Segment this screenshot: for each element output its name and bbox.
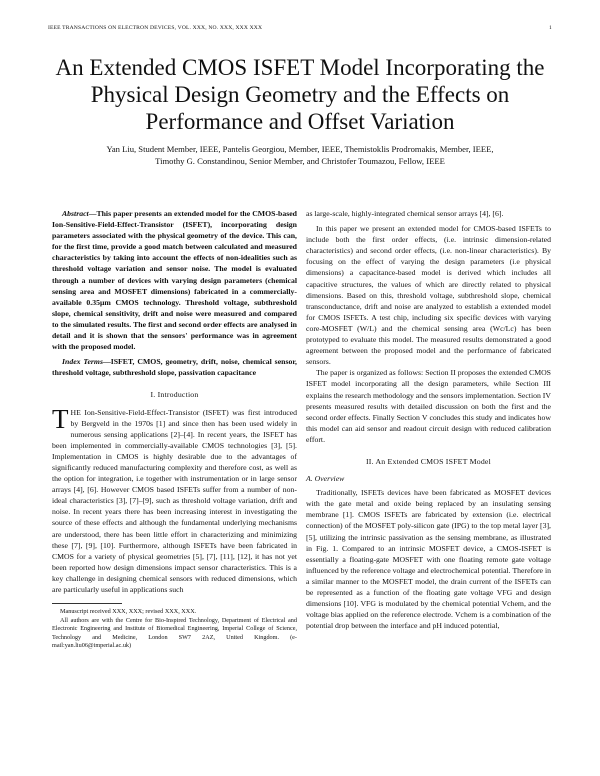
page-number: 1 <box>549 25 552 31</box>
abstract <box>52 208 297 352</box>
author-list <box>52 143 548 167</box>
introduction-paragraph-2: In this paper we present an extended model for CMOS-based ISFETs to include both the first order effects, (i.e. intrinsic dimension-related characteristics) and second order effects, (i.e. non-linear characteristics). By focusing on the effect of varying the design parameters (i.e physical dimensions) a capacitance-based model is derived which includes all capacitive structures, the values of which are directly related to physical dimensions. Based on this, threshold voltage, subthreshold slope, chemical transconductance, drift and noise are analyzed to establish a extended model for CMOS ISFETs. A test chip, including six specific devices with varying core-MOSFET (W/L) and the chemical sensing area (Wc/Lc) has been prototyped to evaluate this model. The measured results demonstrated a good agreement between the proposed model and the performance of fabricated sensors. <box>306 224 551 367</box>
author-line-2: Timothy G. Constandinou, Senior Member, and Christofer Toumazou, Fellow, IEEE <box>155 156 445 166</box>
author-line-1: Yan Liu, Student Member, IEEE, Pantelis Georgiou, Member, IEEE, Themistoklis Prodromakis, Member, IEEE, <box>106 144 494 154</box>
paper-title: An Extended CMOS ISFET Model Incorporating the Physical Design Geometry and the Effects on Performance and Offset Variation <box>55 55 545 134</box>
section-heading-model: II. An Extended CMOS ISFET Model <box>366 456 491 466</box>
left-column <box>52 208 297 651</box>
subsection-heading-overview: A. Overview <box>306 474 345 484</box>
index-terms-text: —ISFET, CMOS, geometry, drift, noise, chemical sensor, threshold voltage, subthreshold slope, passivation capacitance <box>52 357 297 378</box>
right-column <box>306 208 551 631</box>
introduction-paragraph-3: The paper is organized as follows: Section II proposes the extended CMOS ISFET model incorporating all the design parameters, while Section III explains the research methodology and the sensors implementation. Section IV presents measured results with detailed discussion on both the first and the second order effects. Finally Section V concludes this study and indicates how this model can aid sensor and readout circuit design with reduced calibration effort. <box>306 368 551 444</box>
journal-name: IEEE TRANSACTIONS ON ELECTRON DEVICES, VOL. XXX, NO. XXX, XXX XXX <box>48 25 263 31</box>
section-heading-introduction: I. Introduction <box>150 390 199 400</box>
footnote-affiliation: All authors are with the Centre for Bio-Inspired Technology, Department of Electrical and Electronic Engineering and Institute of Biomedical Engineering, Imperial College of Science, Technology and Medicine, London SW7 2AZ, United Kingdom. (e-mail:yan.liu06@imperial.ac.uk) <box>52 616 297 650</box>
overview-paragraph-1: Traditionally, ISFETs devices have been fabricated as MOSFET devices with the gate metal and oxide being replaced by an insulating sensing membrane [1]. CMOS ISFETs are fabricated by extension (i.e. electrical connection) of the MOSFET poly-silicon gate (IPG) to the top metal layer [3], [5], utilizing the intrinsic passivation as the sensing membrane, as illustrated in Fig. 1. Compared to an intrinsic MOSFET device, a CMOS-ISFET is essentially a floating-gate MOSFET with one floating remote gate voltage influenced by the reference voltage and electrochemical potential. Therefore in a similar manner to the MOSFET model, the drain current of the ISFETs can be represented as a function of the floating gate voltage VFG and design dimensions [10]. VFG is modulated by the chemical potential Vchem, and the voltage bias applied on the reference electrode. Vchem is a combination of the potential drop between the interface and pH induced potential, <box>306 488 551 631</box>
running-head <box>48 25 552 31</box>
footnote-divider <box>52 603 122 604</box>
abstract-text: —This paper presents an extended model for the CMOS-based Ion-Sensitive-Field-Effect-Transistor (ISFET), incorporating design parameters associated with the physical geometry of the device. This can, for the first time, provide a good match between calculated and measured characteristics by taking into account the effects of non-idealities such as threshold voltage variation and sensor noise. The model is evaluated through a number of devices with varying design parameters (chemical sensing area and MOSFET dimensions) fabricated in a commercially-available 0.35μm CMOS technology. Threshold voltage, subthreshold slope, chemical sensitivity, drift and noise were measured and compared to the simulated results. The first and second order effects are analysed in detail and it is shown that the sensors' performance was in agreement with the proposed model. <box>52 209 297 352</box>
introduction-paragraph-1: THE Ion-Sensitive-Field-Effect-Transistor (ISFET) was first introduced by Bergveld in the 1970s [1] and since then has been used widely in numerous sensing applications [2]–[4]. In recent years, the ISFET has been implemented in commercially-available CMOS technologies [3], [5]. Implementation in CMOS is highly desirable due to the advantages of significantly reduced manufacturing complexity and therefore cost, as well as the option for integration, i.e together with instrumentation or in large sensor arrays [4], [6]. However CMOS based ISFETs suffer from a number of non-ideal characteristics [3], [7]–[9], such as threshold voltage variation, drift and noise. In recent years there has been increasing interest in investigating the source of these effects and although the fundamental underlying mechanisms are understood, there has been little effort in characterizing and minimizing these [7], [9], [10]. Furthermore, although ISFETs have been fabricated in CMOS for a variety of physical geometries [5], [7], [11], [12], it has not yet been reported how design dimensions impact sensor characteristics. This is a key challenge in designing chemical sensors with reduced dimensions, which are particularly useful in applications such <box>52 403 297 594</box>
introduction-paragraph-1-continued: as large-scale, highly-integrated chemical sensor arrays [4], [6]. <box>306 209 504 218</box>
index-terms-label: Index Terms <box>62 357 103 367</box>
index-terms <box>52 356 297 378</box>
abstract-label: Abstract <box>62 209 89 218</box>
footnote-received: Manuscript received XXX, XXX; revised XXX, XXX. <box>60 608 197 616</box>
